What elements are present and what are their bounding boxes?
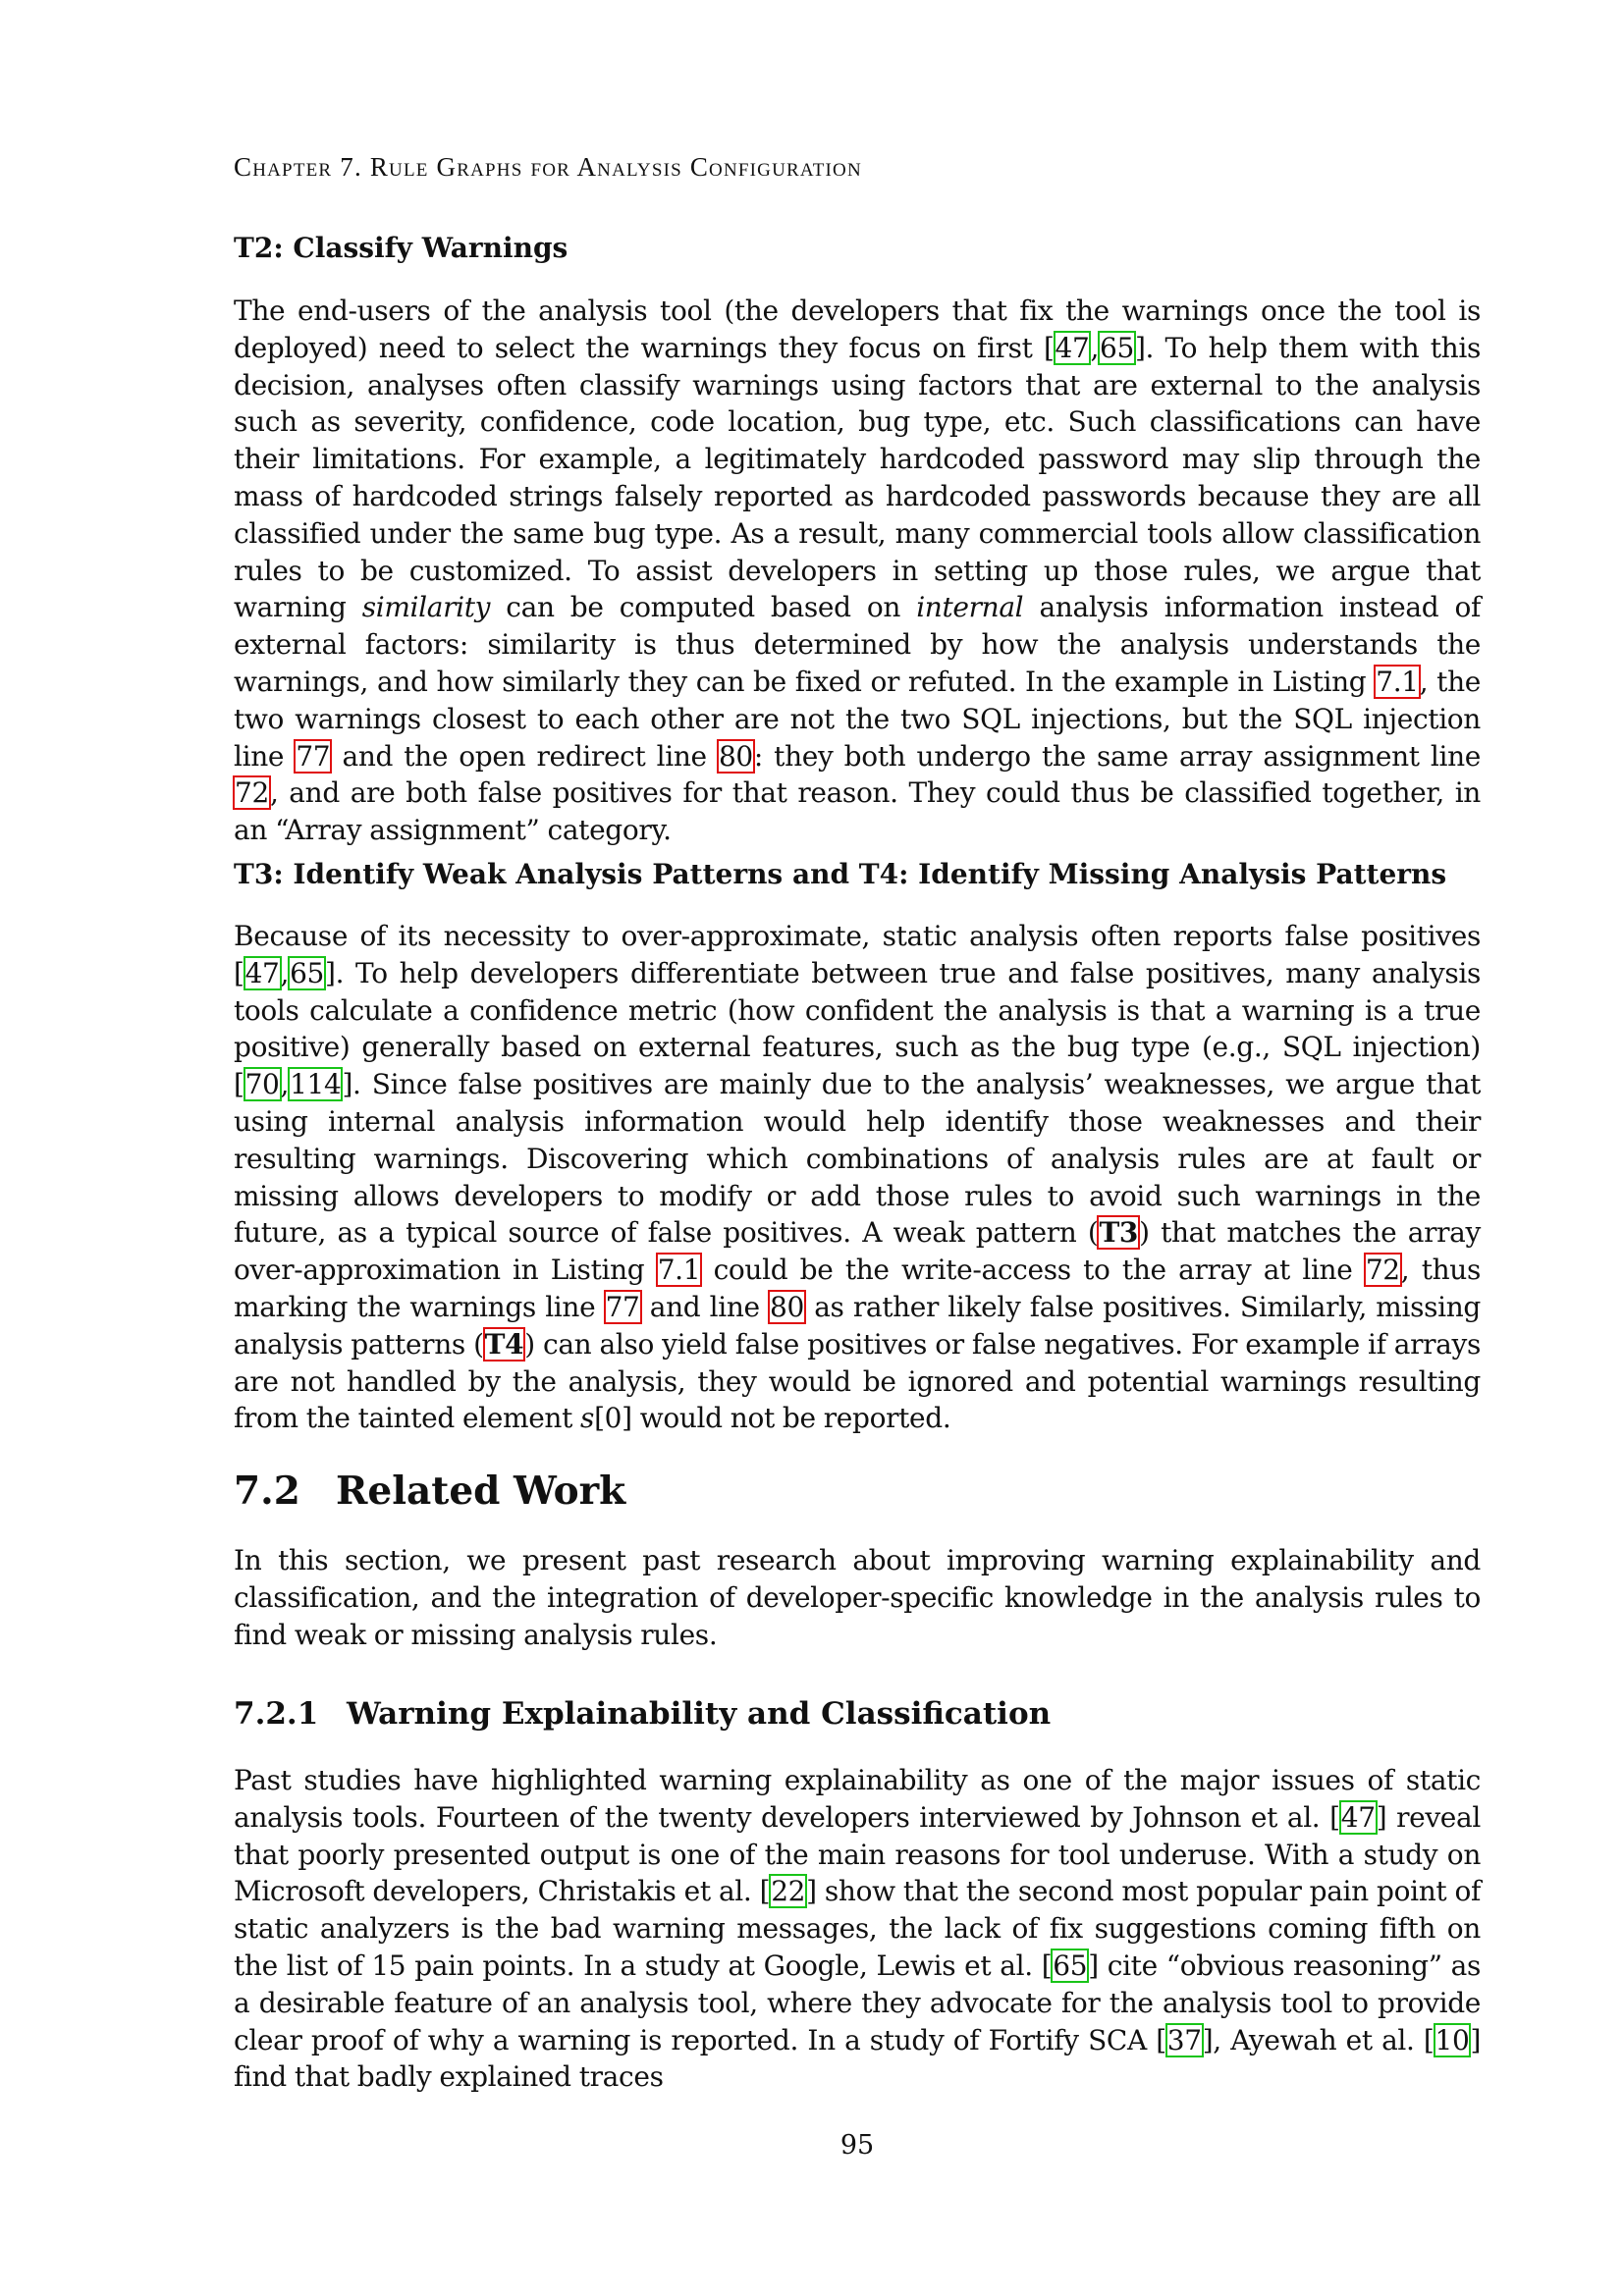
citation-link[interactable]: 65 xyxy=(290,956,325,989)
citation-link[interactable]: 22 xyxy=(771,1875,806,1908)
line-reference-link[interactable]: 77 xyxy=(296,739,331,773)
citation-link[interactable]: 47 xyxy=(244,956,280,989)
task-reference-link[interactable]: T4 xyxy=(484,1327,524,1361)
t3-t4-heading: T3: Identify Weak Analysis Patterns and T4: Identify Missing Analysis Patterns xyxy=(234,858,1447,890)
line-reference-link[interactable]: 80 xyxy=(718,739,753,773)
citation-link[interactable]: 65 xyxy=(1053,1949,1088,1982)
listing-reference-link[interactable]: 7.1 xyxy=(657,1254,701,1287)
line-reference-link[interactable]: 72 xyxy=(1365,1254,1400,1287)
citation-link[interactable]: 47 xyxy=(1055,331,1090,364)
t2-paragraph: The end-users of the analysis tool (the developers that fix the warnings once the tool is deployed) need to select the warnings they focus on first [47,65]. To help them with this decision, analyses often classify warnings using factors that are external to the analysis such as severity, confidence, code location, bug type, etc. Such classifications can have their limitations. For example, a legitimately hardcoded password may slip through the mass of hardcoded strings falsely reported as hardcoded passwords because they are all classified under the same bug type. As a result, many commercial tools allow classification rules to be customized. To assist developers in setting up those rules, we argue that warning similarity can be computed based on internal analysis information instead of external factors: similarity is thus determined by how the analysis understands the warnings, and how similarly they can be fixed or refuted. In the example in Listing 7.1, the two warnings closest to each other are not the two SQL injections, but the SQL injection line 77 and the open redirect line 80: they both undergo the same array assignment line 72, and are both false positives for that reason. They could thus be classified together, in an “Array assignment” category. xyxy=(234,294,1482,847)
citation-link[interactable]: 114 xyxy=(290,1068,342,1101)
citation-link[interactable]: 47 xyxy=(1340,1800,1376,1834)
line-reference-link[interactable]: 77 xyxy=(605,1290,640,1323)
listing-reference-link[interactable]: 7.1 xyxy=(1376,665,1419,698)
citation-link[interactable]: 37 xyxy=(1166,2023,1202,2056)
line-reference-link[interactable]: 80 xyxy=(770,1290,804,1323)
citation-link[interactable]: 65 xyxy=(1100,331,1134,364)
t2-heading: T2: Classify Warnings xyxy=(234,232,568,264)
subsection-paragraph: Past studies have highlighted warning explainability as one of the major issues of static analysis tools. Fourteen of the twenty developers interviewed by Johnson et al. [47] reveal that poorly presented output is one of the main reasons for tool underuse. With a study on Microsoft developers, Christakis et al. [22] show that the second most popular pain point of static analyzers is the bad warning messages, the lack of fix suggestions coming fifth on the list of 15 pain points. In a study at Google, Lewis et al. [65] cite “obvious reasoning” as a desirable feature of an analysis tool, where they advocate for the analysis tool to provide clear proof of why a warning is reported. In a study of Fortify SCA [37], Ayewah et al. [10] find that badly explained traces xyxy=(234,1764,1482,2094)
running-header: Chapter 7. Rule Graphs for Analysis Configuration xyxy=(234,152,862,182)
line-reference-link[interactable]: 72 xyxy=(235,776,269,810)
task-reference-link[interactable]: T3 xyxy=(1099,1216,1139,1250)
t3-t4-paragraph: Because of its necessity to over-approximate, static analysis often reports false positives [47,65]. To help developers differentiate between true and false positives, many analysis tools calculate a confidence metric (how confident the analysis is that a warning is a true positive) generally based on external features, such as the bug type (e.g., SQL injection) [70,114]. Since false positives are mainly due to the analysis’ weaknesses, we argue that using internal analysis information would help identify those weaknesses and their resulting warnings. Discovering which combinations of analysis rules are at fault or missing allows developers to modify or add those rules to avoid such warnings in the future, as a typical source of false positives. A weak pattern (T3) that matches the array over-approximation in Listing 7.1 could be the write-access to the array at line 72, thus marking the warnings line 77 and line 80 as rather likely false positives. Similarly, missing analysis patterns (T4) can also yield false positives or false negatives. For example if arrays are not handled by the analysis, they would be ignored and potential warnings resulting from the tainted element s[0] would not be reported. xyxy=(234,920,1481,1435)
subsection-title: 7.2.1 Warning Explainability and Classification xyxy=(234,1696,1052,1732)
section-intro: In this section, we present past research about improving warning explainability and classification, and the integration of developer-specific knowledge in the analysis rules to find weak or missing analysis rules. xyxy=(234,1544,1481,1651)
citation-link[interactable]: 70 xyxy=(244,1068,280,1101)
page-number: 95 xyxy=(839,2130,875,2161)
section-title: 7.2 Related Work xyxy=(234,1468,626,1514)
citation-link[interactable]: 10 xyxy=(1435,2023,1470,2056)
